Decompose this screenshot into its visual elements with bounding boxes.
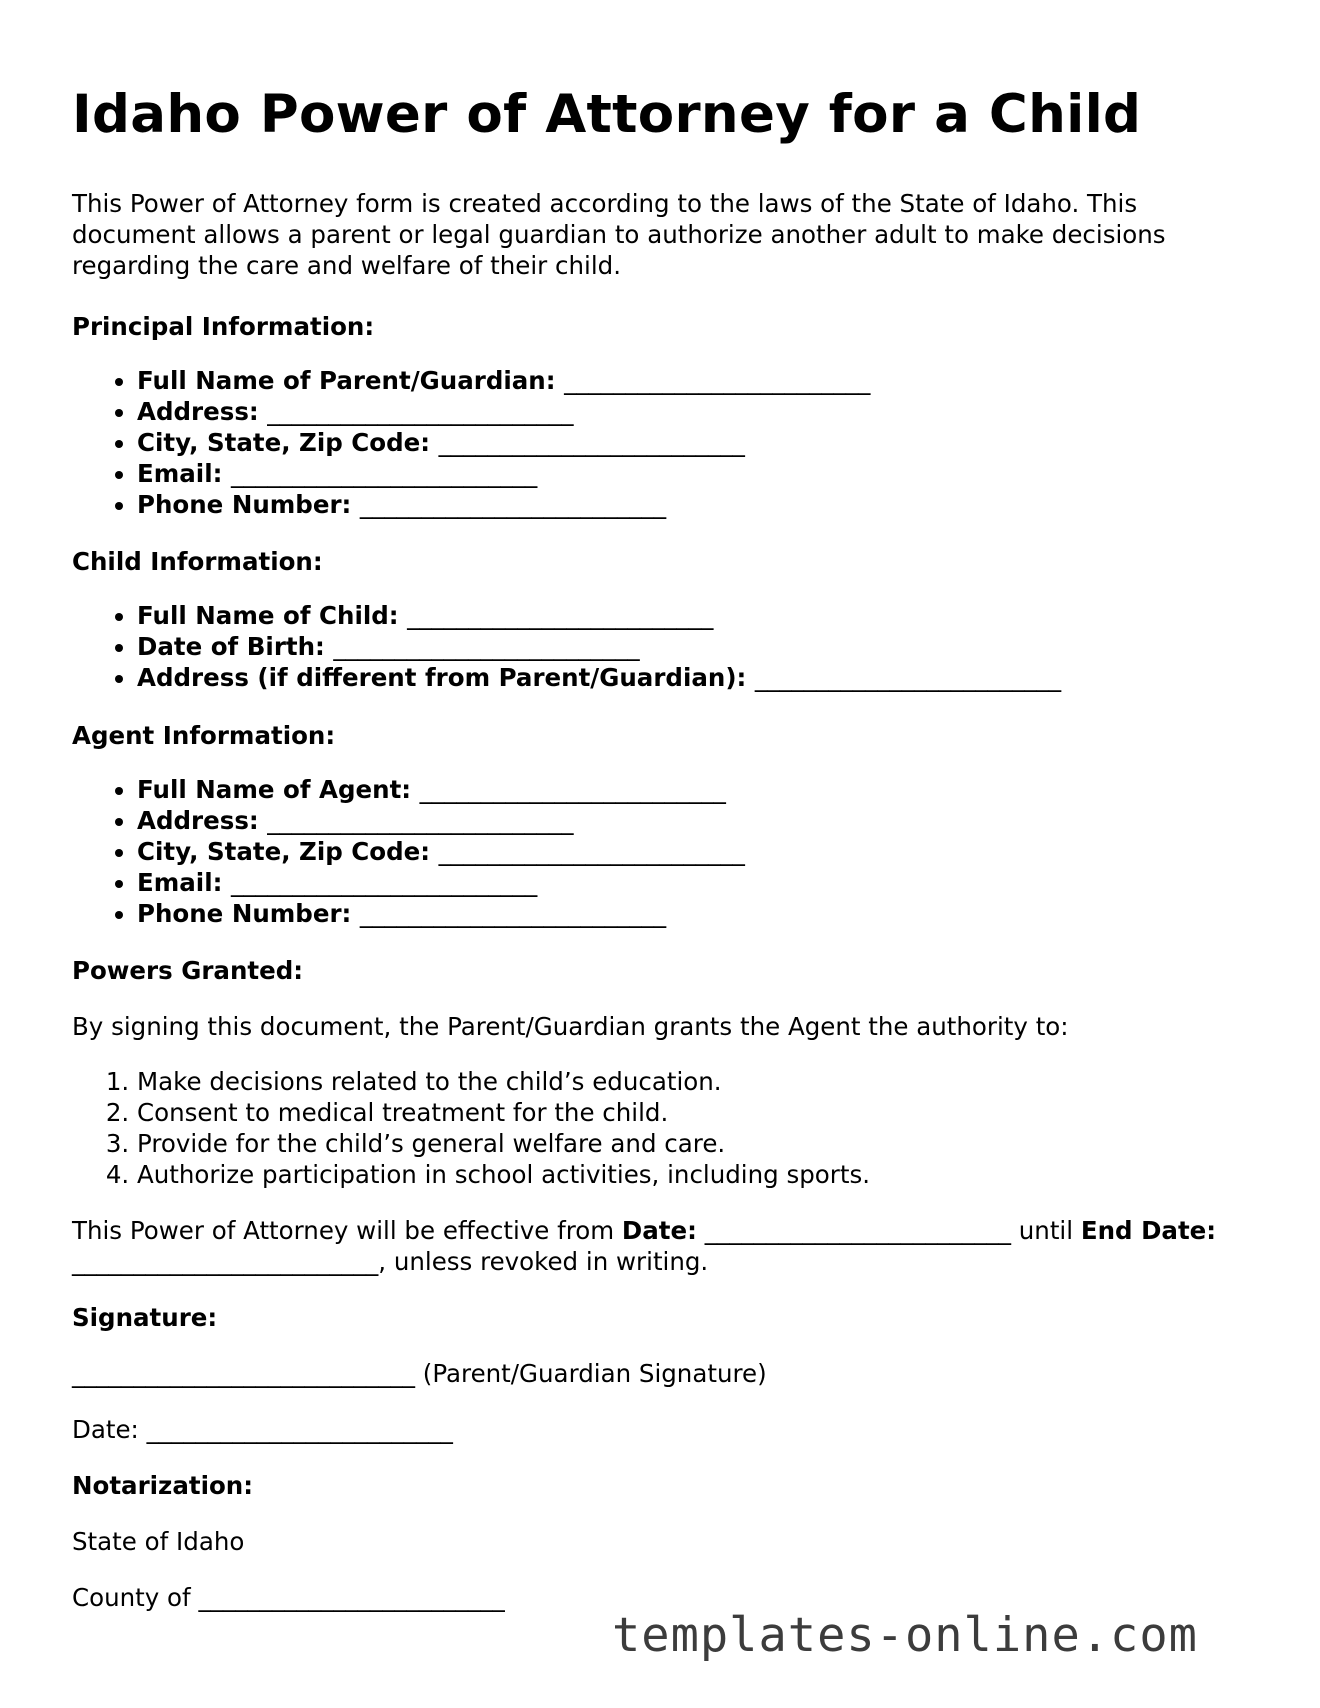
intro-paragraph: This Power of Attorney form is created according to the laws of the State of Idaho. This document allows a parent or legal guardian to authorize another adult to make decisions regarding the care and welfare of their child. [72,189,1166,280]
blank-line: _________________________ [333,632,640,661]
power-item: 2. Consent to medical treatment for the child. [137,1097,870,1128]
blank-line: _________________________ [704,1216,1011,1245]
notary-county: County of _________________________ [72,1583,505,1612]
agent-field-email: • Email: _________________________ [137,867,745,898]
blank-line: _________________________ [230,459,538,488]
principal-field-email: • Email: _________________________ [137,458,870,489]
agent-heading: Agent Information: [72,721,336,750]
end-date-label: End Date: [1080,1216,1217,1245]
signature-line [72,1359,767,1388]
blank-line: _________________________ [407,601,714,630]
power-item: 1. Make decisions related to the child’s education. [137,1066,870,1097]
principal-field-address: • Address: _________________________ [137,396,870,427]
powers-list [72,1066,870,1190]
principal-field-phone: • Phone Number: _________________________ [137,489,870,520]
blank-line: _________________________ [230,868,538,897]
blank-line: _________________________ [359,899,667,928]
signature-heading: Signature: [72,1303,218,1332]
document-title: Idaho Power of Attorney for a Child [72,84,1142,145]
agent-field-phone: • Phone Number: _________________________ [137,898,745,929]
blank-line: _________________________ [267,806,574,835]
blank-line: _________________________ [438,837,745,866]
agent-field-name: • Full Name of Agent: _________________________ [137,774,745,805]
blank-line: _________________________ [419,775,726,804]
powers-intro: By signing this document, the Parent/Guardian grants the Agent the authority to: [72,1012,1069,1041]
start-date-label: Date: [621,1216,697,1245]
child-heading: Child Information: [72,547,323,576]
power-item: 3. Provide for the child’s general welfare and care. [137,1128,870,1159]
effective-dates: This Power of Attorney will be effective from Date: _________________________ until End Date: _________________________, unless revoked in writing. [72,1216,1217,1276]
watermark: templates-online.com [612,1608,1198,1663]
power-item: 4. Authorize participation in school activities, including sports. [137,1159,870,1190]
blank-line: ____________________________ [72,1359,415,1388]
principal-field-name: • Full Name of Parent/Guardian: _________________________ [137,365,870,396]
child-field-dob: • Date of Birth: _________________________ [137,631,1061,662]
blank-line: _________________________ [198,1583,505,1612]
blank-line: _________________________ [72,1247,379,1276]
child-field-name: • Full Name of Child: _________________________ [137,600,1061,631]
child-field-address: • Address (if different from Parent/Guardian): _________________________ [137,662,1061,693]
agent-fields [72,774,745,929]
blank-line: _________________________ [146,1415,453,1444]
notary-state: State of Idaho [72,1527,245,1556]
agent-field-address: • Address: _________________________ [137,805,745,836]
signature-caption: (Parent/Guardian Signature) [422,1359,767,1388]
blank-line: _________________________ [564,366,871,395]
notarization-heading: Notarization: [72,1471,254,1500]
principal-heading: Principal Information: [72,312,375,341]
signature-date: Date: _________________________ [72,1415,453,1444]
blank-line: _________________________ [359,490,667,519]
blank-line: _________________________ [267,397,574,426]
principal-fields [72,365,870,520]
agent-field-city: • City, State, Zip Code: _________________________ [137,836,745,867]
child-fields [72,600,1061,693]
blank-line: _________________________ [438,428,745,457]
powers-heading: Powers Granted: [72,956,304,985]
blank-line: _________________________ [754,663,1062,692]
principal-field-city: • City, State, Zip Code: _________________________ [137,427,870,458]
